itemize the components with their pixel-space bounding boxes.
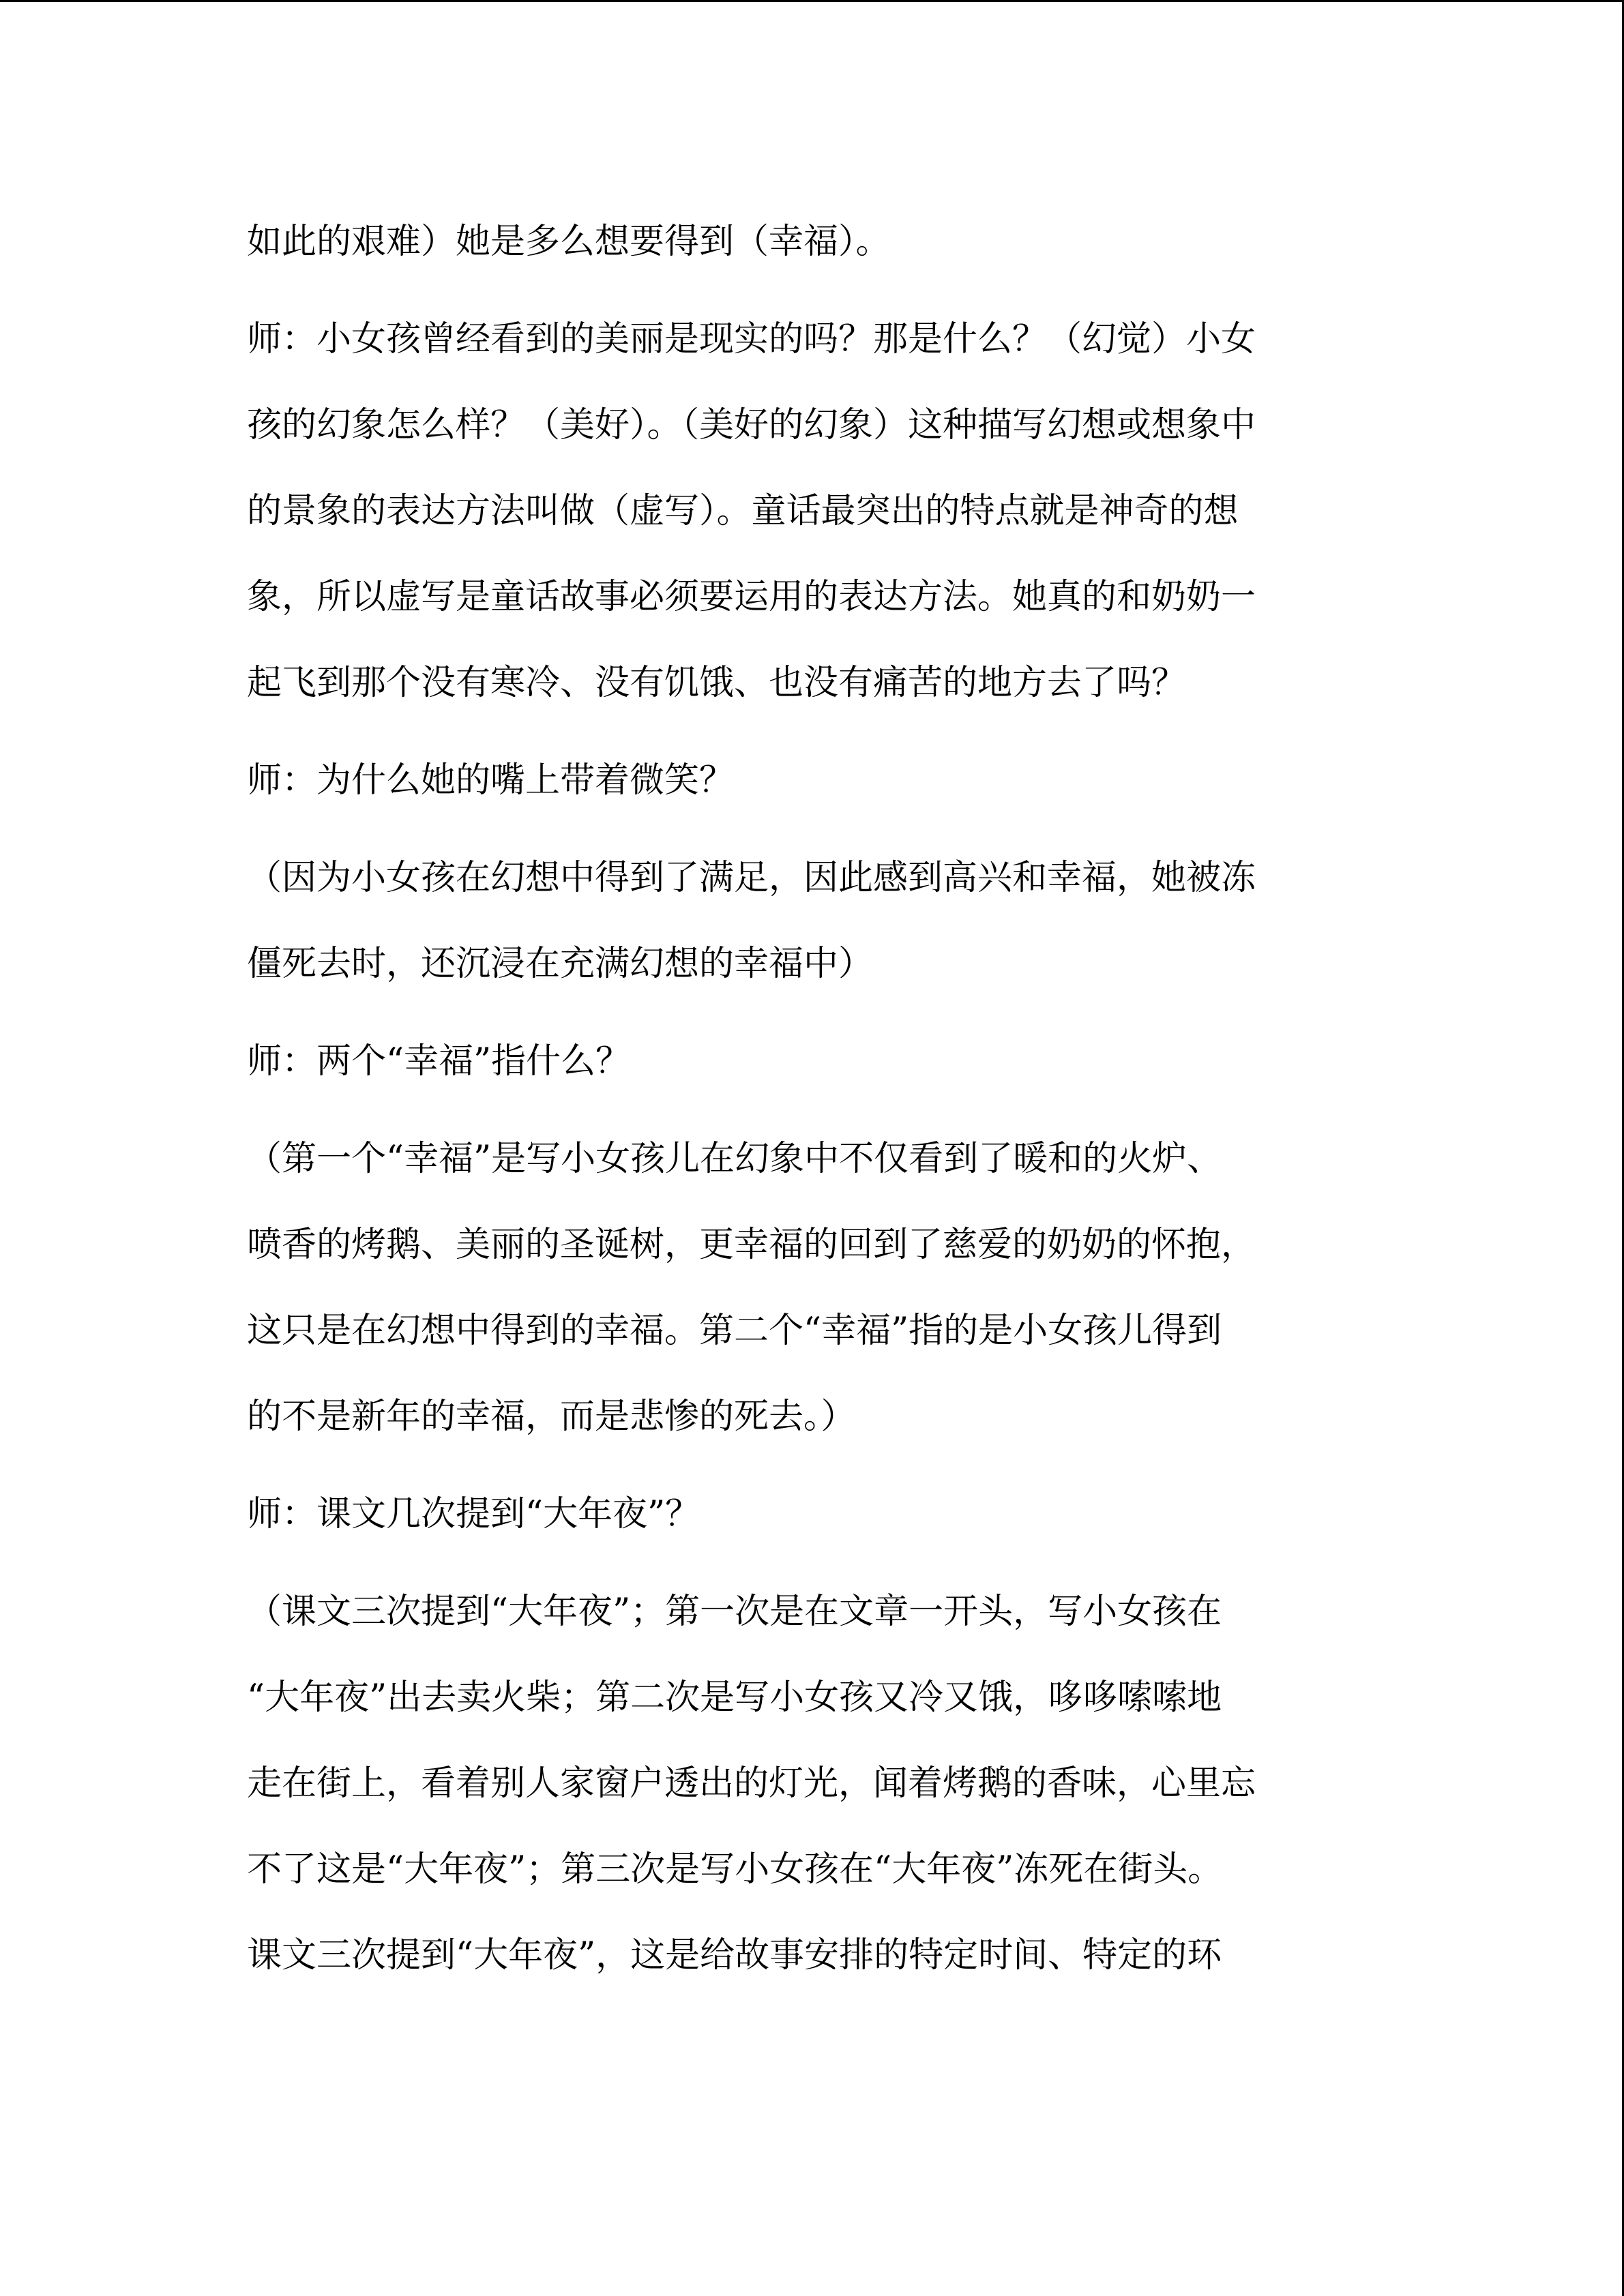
text-line: 象，所以虚写是童话故事必须要运用的表达方法。她真的和奶奶一 [247,577,1256,617]
paragraph-5 [247,1019,1379,1105]
paragraph-7 [247,1472,1379,1557]
text-line: 师：小女孩曾经看到的美丽是现实的吗？那是什么？（幻觉）小女 [247,319,1256,359]
text-line: 师：两个“幸福”指什么？ [247,1041,631,1082]
text-line: 这只是在幻想中得到的幸福。第二个“幸福”指的是小女孩儿得到 [247,1311,1222,1351]
text-line: 孩的幻象怎么样？（美好）。（美好的幻象）这种描写幻想或想象中 [247,405,1256,445]
text-line: （课文三次提到“大年夜”；第一次是在文章一开头，写小女孩在 [247,1592,1222,1632]
paragraph-1 [247,199,1379,285]
page-top-border [0,0,1624,2]
text-line: 起飞到那个没有寒冷、没有饥饿、也没有痛苦的地方去了吗？ [247,663,1187,703]
text-line: 师：为什么她的嘴上带着微笑？ [247,760,735,801]
text-line: （第一个“幸福”是写小女孩儿在幻象中不仅看到了暖和的火炉、 [247,1139,1222,1179]
paragraph-3 [247,738,1379,824]
text-line: 师：课文几次提到“大年夜”？ [247,1494,700,1534]
text-line: 喷香的烤鹅、美丽的圣诞树，更幸福的回到了慈爱的奶奶的怀抱， [247,1225,1256,1265]
text-line: 如此的艰难）她是多么想要得到（幸福）。 [247,222,891,262]
document-body [247,199,1379,2010]
text-line: 不了这是“大年夜”；第三次是写小女孩在“大年夜”冻死在街头。 [247,1849,1223,1890]
paragraph-8 [247,1569,1379,1999]
paragraph-6 [247,1116,1379,1460]
paragraph-2 [247,297,1379,726]
text-line: “大年夜”出去卖火柴；第二次是写小女孩又冷又饿，哆哆嗦嗦地 [247,1678,1222,1718]
text-line: 的景象的表达方法叫做（虚写）。童话最突出的特点就是神奇的想 [247,491,1239,531]
text-line: 走在街上，看着别人家窗户透出的灯光，闻着烤鹅的香味，心里忘 [247,1763,1256,1804]
text-line: （因为小女孩在幻想中得到了满足，因此感到高兴和幸福，她被冻 [247,858,1256,898]
text-line: 僵死去时，还沉浸在充满幻想的幸福中） [247,944,874,984]
paragraph-4 [247,835,1379,1007]
text-line: 课文三次提到“大年夜”，这是给故事安排的特定时间、特定的环 [247,1935,1222,1976]
text-line: 的不是新年的幸福，而是悲惨的死去。） [247,1397,856,1437]
